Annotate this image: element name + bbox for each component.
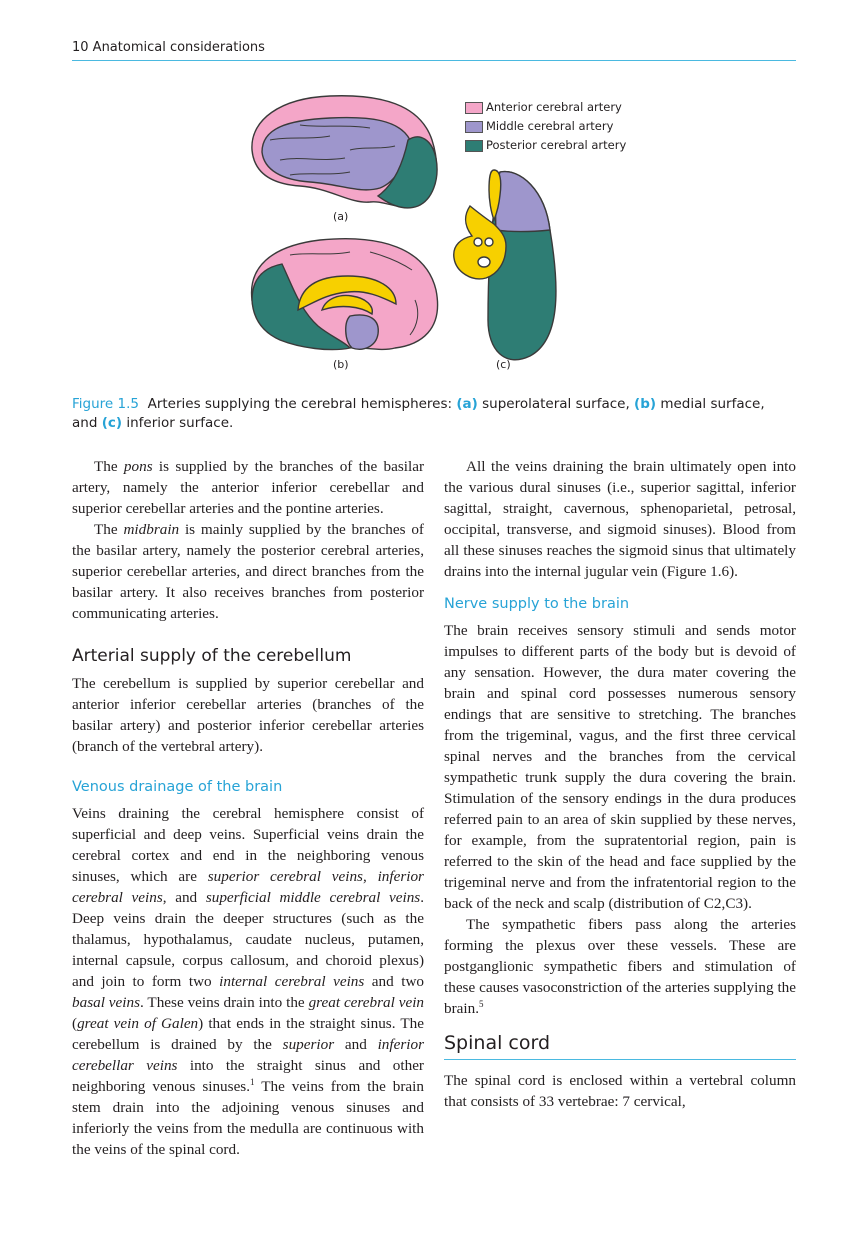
venous-ref-sup: 1 bbox=[250, 1076, 255, 1087]
venous-term-6: great cerebral vein bbox=[308, 994, 425, 1011]
pons-term: pons bbox=[123, 458, 153, 475]
venous-term-1: superior cerebral veins bbox=[207, 868, 363, 885]
venous-term-7: great vein of Galen bbox=[77, 1015, 199, 1032]
panel-a-superolateral-illustration bbox=[252, 96, 437, 208]
venous-text-6: . These veins drain into the bbox=[140, 994, 309, 1011]
pons-text-2: is supplied by the branches of the basilar artery, namely the anterior inferior cerebellar and superior cerebellar arteries and the pontine arteries. bbox=[72, 458, 424, 517]
caption-text-1: Arteries supplying the cerebral hemispheres: bbox=[147, 396, 457, 412]
legend-label-middle: Middle cerebral artery bbox=[486, 119, 614, 133]
midbrain-paragraph bbox=[72, 519, 424, 624]
venous-term-5: basal veins bbox=[72, 994, 141, 1011]
heading-cerebellum: Arterial supply of the cerebellum bbox=[72, 646, 352, 666]
venous-text-10: into the straight sinus and other neighboring venous sinuses. bbox=[72, 1057, 424, 1095]
venous-text-11: The veins from the brain stem drain into the adjoining venous sinuses and inferiorly the veins from the medulla are continuous with the veins of the spinal cord. bbox=[72, 1078, 424, 1158]
pons-paragraph bbox=[72, 456, 424, 519]
caption-label-a: (a) bbox=[456, 396, 478, 412]
legend-swatch-posterior bbox=[465, 140, 483, 152]
midbrain-text-1: The bbox=[94, 521, 124, 538]
venous-text-1: Veins draining the cerebral hemisphere consist of superficial and deep veins. Superficial veins drain the cerebral cortex and end in the neighboring venous sinuses, which are bbox=[72, 805, 424, 885]
panel-label-c: (c) bbox=[496, 358, 511, 371]
heading-spinal-cord: Spinal cord bbox=[444, 1033, 796, 1060]
venous-term-9: inferior cerebellar veins bbox=[72, 1036, 424, 1074]
panel-label-b: (b) bbox=[333, 358, 349, 371]
legend-swatch-anterior bbox=[465, 102, 483, 114]
caption-label-b: (b) bbox=[634, 396, 657, 412]
heading-venous-drainage: Venous drainage of the brain bbox=[72, 779, 283, 795]
nerve-paragraph: The brain receives sensory stimuli and sends motor impulses to different parts of the body but is devoid of any sensation. However, the dura mater covering the brain and spinal cord possesses numerous sensory endings that are sensitive to stretching. The branches from the trigeminal, vagus, and the first three cervical spinal nerves and the branches from the cervical sympathetic trunk supply the dura covering the brain. Stimulation of the sensory endings in the dura produces referred pain to an area of skin supplied by these nerves, for example, from the supratentorial region, pain is referred to the skin of the head and face supplied by the trigeminal nerve and from the infratentorial region to the back of the neck and scalp (distribution of C2,C3). bbox=[444, 622, 796, 912]
legend-label-posterior: Posterior cerebral artery bbox=[486, 138, 627, 152]
panel-b-medial-illustration bbox=[252, 239, 438, 350]
venous-text-8: ) that ends in the straight sinus. The cerebellum is drained by the bbox=[72, 1015, 424, 1053]
sympathetic-paragraph bbox=[444, 914, 796, 1019]
venous-text-4: . Deep veins drain the deeper structures (such as the thalamus, hypothalamus, caudate nucleus, putamen, internal capsule, corpus callosum, and choroid plexus) and join to form two bbox=[72, 889, 425, 990]
venous-text-7: ( bbox=[72, 1015, 78, 1032]
heading-nerve-supply: Nerve supply to the brain bbox=[444, 596, 630, 612]
brain-arteries-figure bbox=[0, 0, 867, 390]
running-header-text: 10 Anatomical considerations bbox=[72, 40, 265, 55]
sinuses-paragraph: All the veins draining the brain ultimately open into the various dural sinuses (i.e., superior sagittal, inferior sagittal, straight, cavernous, sphenoparietal, petrosal, occipital, transverse, and sigmoid sinuses). Blood from all these sinuses reaches the sigmoid sinus that ultimately drains into the internal jugular vein (Figure 1.6). bbox=[444, 458, 796, 580]
panel-label-a: (a) bbox=[333, 210, 349, 223]
cerebellum-paragraph: The cerebellum is supplied by superior cerebellar and anterior inferior cerebellar arteries (branches of the basilar artery) and posterior inferior cerebellar arteries (branch of the vertebral artery). bbox=[72, 675, 424, 755]
legend-label-anterior: Anterior cerebral artery bbox=[486, 100, 622, 114]
pons-text-1: The bbox=[94, 458, 124, 475]
venous-text-3: , and bbox=[162, 889, 206, 906]
sympathetic-text: The sympathetic fibers pass along the arteries forming the plexus over these vessels. These are postganglionic sympathetic fibers and stimulation of these causes vasoconstriction of the arteries supplying the brain. bbox=[444, 916, 796, 1017]
venous-term-4: internal cerebral veins bbox=[219, 973, 365, 990]
right-column bbox=[444, 456, 796, 1112]
venous-text-2: , bbox=[362, 868, 378, 885]
caption-text-3: medial surface, bbox=[656, 396, 765, 412]
caption-text-2: superolateral surface, bbox=[477, 396, 635, 412]
left-column bbox=[72, 456, 424, 1160]
venous-text-9: and bbox=[334, 1036, 378, 1053]
caption-text-4: and bbox=[72, 415, 102, 431]
midbrain-term: midbrain bbox=[123, 521, 180, 538]
sympathetic-ref-sup: 5 bbox=[479, 998, 484, 1009]
venous-term-3: superficial middle cerebral veins bbox=[205, 889, 421, 906]
venous-term-2: inferior cerebral veins bbox=[72, 868, 424, 906]
panel-c-inferior-illustration bbox=[454, 170, 556, 360]
legend-swatch-middle bbox=[465, 121, 483, 133]
caption-text-5: inferior surface. bbox=[122, 415, 234, 431]
figure-caption bbox=[72, 395, 796, 433]
caption-label-c: (c) bbox=[101, 415, 123, 431]
venous-paragraph bbox=[72, 803, 424, 1160]
venous-term-8: superior bbox=[282, 1036, 335, 1053]
midbrain-text-2: is mainly supplied by the branches of the basilar artery, namely the posterior cerebral arteries, superior cerebellar arteries, and direct branches from the basilar artery. It also receives branches from posterior communicating arteries. bbox=[72, 521, 424, 622]
figure-number: Figure 1.5 bbox=[72, 396, 139, 412]
spinal-paragraph: The spinal cord is enclosed within a vertebral column that consists of 33 vertebrae: 7 cervical, bbox=[444, 1072, 796, 1110]
venous-text-5: and two bbox=[364, 973, 425, 990]
